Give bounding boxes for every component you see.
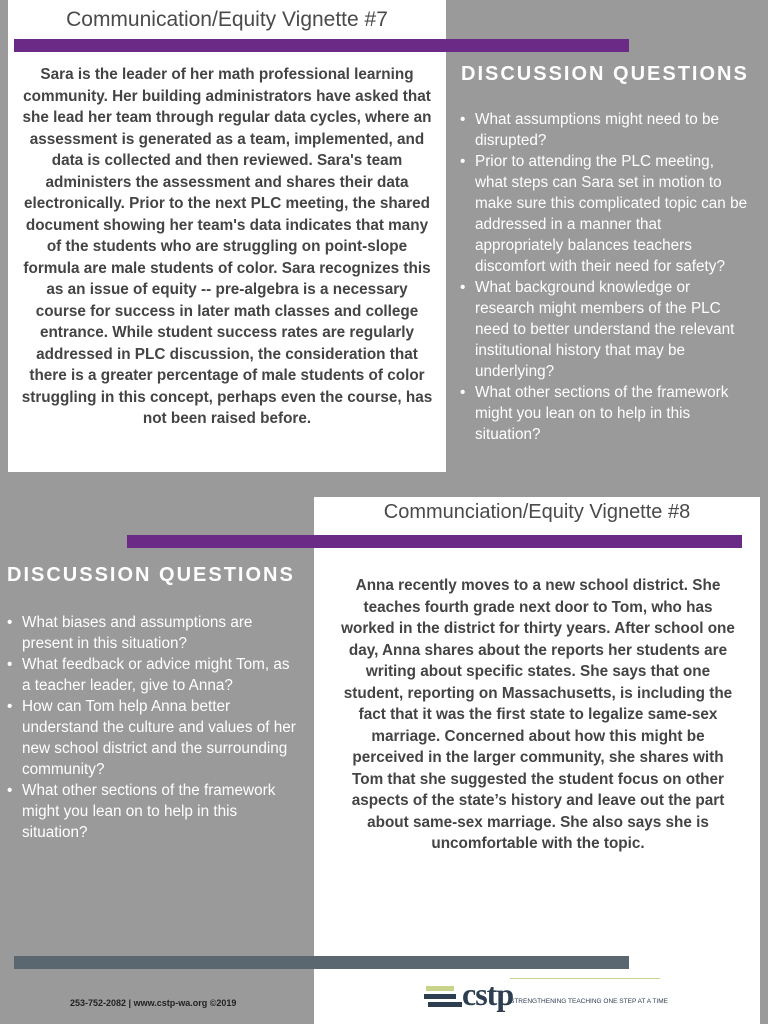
list-item: • What assumptions might need to be disrupted? bbox=[460, 109, 750, 151]
vignette7-divider bbox=[14, 39, 629, 52]
cstp-logo bbox=[424, 976, 668, 1018]
vignette8-questions-list bbox=[7, 612, 297, 843]
footer-divider bbox=[14, 956, 629, 969]
list-item: • What biases and assumptions are present in this situation? bbox=[7, 612, 297, 654]
vignette8-title: Communciation/Equity Vignette #8 bbox=[383, 501, 691, 523]
vignette8-divider bbox=[127, 535, 742, 548]
list-item: • What other sections of the framework might you lean on to help in this situation? bbox=[460, 382, 750, 445]
vignette8-text: Anna recently moves to a new school district. She teaches fourth grade next door to Tom, who has worked in the district for thirty years. After school one day, Anna shares about the reports her students are writing about specific states. She says that one student, reporting on Massachusetts, is including the fact that it was the first state to legalize same-sex marriage. Concerned about how this might be perceived in the larger community, she shares with Tom that she suggested the student focus on other aspects of the state’s history and leave out the part about same-sex marriage. She also says she is uncomfortable with the topic. bbox=[341, 577, 735, 852]
steps-icon bbox=[424, 982, 464, 1012]
logo-tagline: STRENGTHENING TEACHING ONE STEP AT A TIME bbox=[510, 998, 668, 1005]
vignette7-questions-list bbox=[460, 109, 750, 445]
vignette8-questions-heading: DISCUSSION QUESTIONS bbox=[7, 564, 295, 586]
list-item: • What background knowledge or research might members of the PLC need to better understand the relevant institutional history that may be underlying? bbox=[460, 277, 750, 382]
vignette7-title: Communication/Equity Vignette #7 bbox=[66, 8, 388, 31]
list-item: • What feedback or advice might Tom, as a teacher leader, give to Anna? bbox=[7, 654, 297, 696]
footer-contact: 253-752-2082 | www.cstp-wa.org ©2019 bbox=[70, 998, 237, 1008]
vignette7-text: Sara is the leader of her math professional learning community. Her building administrators have asked that she lead her team through regular data cycles, where an assessment is generated as a team, implemented, and data is collected and then reviewed. Sara's team administers the assessment and shares their data electronically. Prior to the next PLC meeting, the shared document showing her team's data indicates that many of the students who are struggling on point-slope formula are male students of color. Sara recognizes this as an issue of equity -- pre-algebra is a necessary course for success in later math classes and college entrance. While student success rates are regularly addressed in PLC discussion, the consideration that there is a greater percentage of male students of color struggling in this concept, perhaps even the course, has not been raised before. bbox=[21, 66, 433, 427]
list-item: • How can Tom help Anna better understand the culture and values of her new school district and the surrounding community? bbox=[7, 696, 297, 780]
list-item: • What other sections of the framework might you lean on to help in this situation? bbox=[7, 780, 297, 843]
logo-accent-line bbox=[510, 978, 660, 979]
vignette7-questions-heading: DISCUSSION QUESTIONS bbox=[461, 63, 749, 85]
list-item: • Prior to attending the PLC meeting, what steps can Sara set in motion to make sure this complicated topic can be addressed in a manner that appropriately balances teachers discomfort with their need for safety? bbox=[460, 151, 750, 277]
logo-wordmark: cstp bbox=[462, 976, 514, 1012]
